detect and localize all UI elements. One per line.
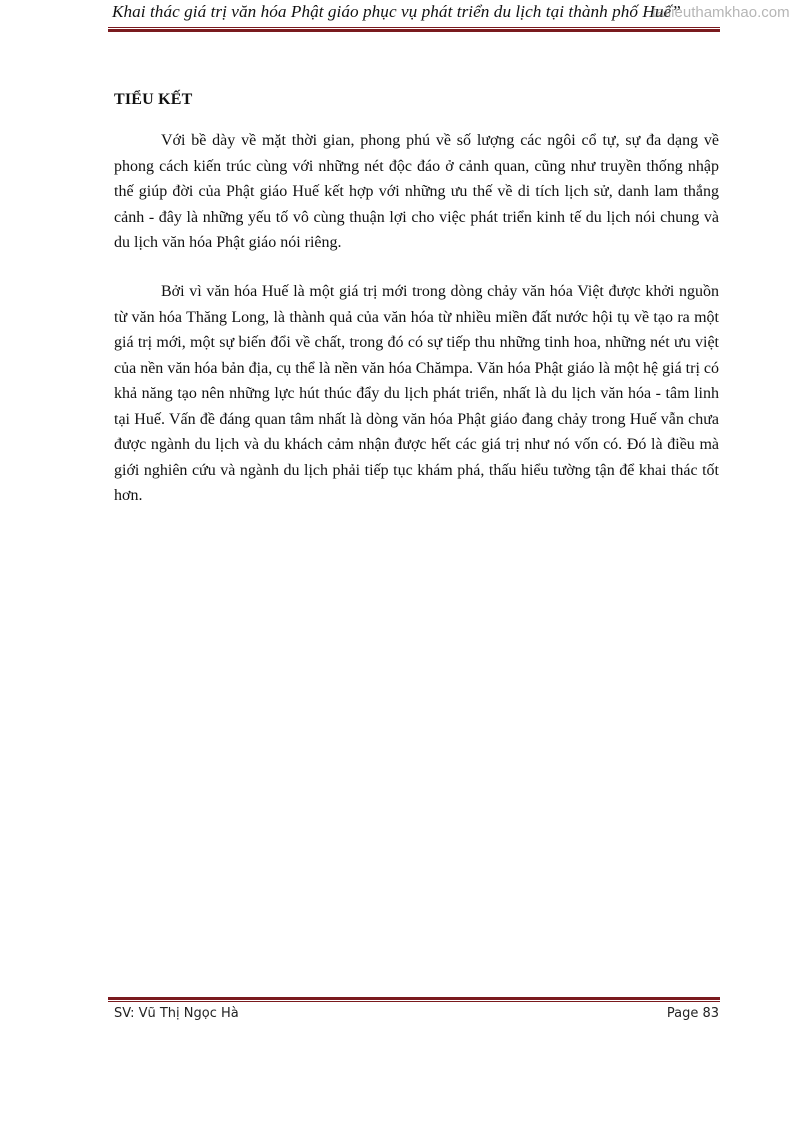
paragraph-1: Với bề dày về mặt thời gian, phong phú về số lượng các ngôi cổ tự, sự đa dạng về phong cách kiến trúc cùng với những nét độc đáo ở cảnh quan, cũng như truyền thống nhập thế giúp đời của Phật giáo Huế kết hợp với những ưu thế về di tích lịch sử, danh lam thắng cảnh - đây là những yếu tố vô cùng thuận lợi cho việc phát triển kinh tế du lịch nói chung và du lịch văn hóa Phật giáo nói riêng. <box>114 132 719 251</box>
header-rule-top <box>108 27 720 28</box>
paragraph-2: Bởi vì văn hóa Huế là một giá trị mới trong dòng chảy văn hóa Việt được khởi nguồn từ văn hóa Thăng Long, là thành quả của văn hóa từ nhiều miền đất nước hội tụ về tạo ra một giá trị mới, một sự biến đổi về chất, trong đó có sự tiếp thu những tinh hoa, những nét ưu việt của nền văn hóa bản địa, cụ thể là nền văn hóa Chămpa. Văn hóa Phật giáo là một hệ giá trị có khả năng tạo nên những lực hút thúc đẩy du lịch phát triển, nhất là du lịch văn hóa - tâm linh tại Huế. Vấn đề đáng quan tâm nhất là dòng văn hóa Phật giáo đang chảy trong Huế vẫn chưa được ngành du lịch và du khách cảm nhận được hết các giá trị như nó vốn có. Đó là điều mà giới nghiên cứu và ngành du lịch phải tiếp tục khám phá, thấu hiểu tường tận để khai thác tốt hơn. <box>114 283 719 504</box>
footer-rule-top <box>108 997 720 1000</box>
watermark: tailieuthamkhao.com <box>652 4 790 21</box>
footer-rule-bottom <box>108 1001 720 1002</box>
footer-author: SV: Vũ Thị Ngọc Hà <box>114 1006 239 1021</box>
section-heading: TIỂU KẾT <box>114 91 193 108</box>
footer-page-number: Page 83 <box>666 1006 719 1021</box>
header-title: Khai thác giá trị văn hóa Phật giáo phục vụ phát triển du lịch tại thành phố Huế” <box>112 2 681 21</box>
header-rule-bottom <box>108 29 720 32</box>
